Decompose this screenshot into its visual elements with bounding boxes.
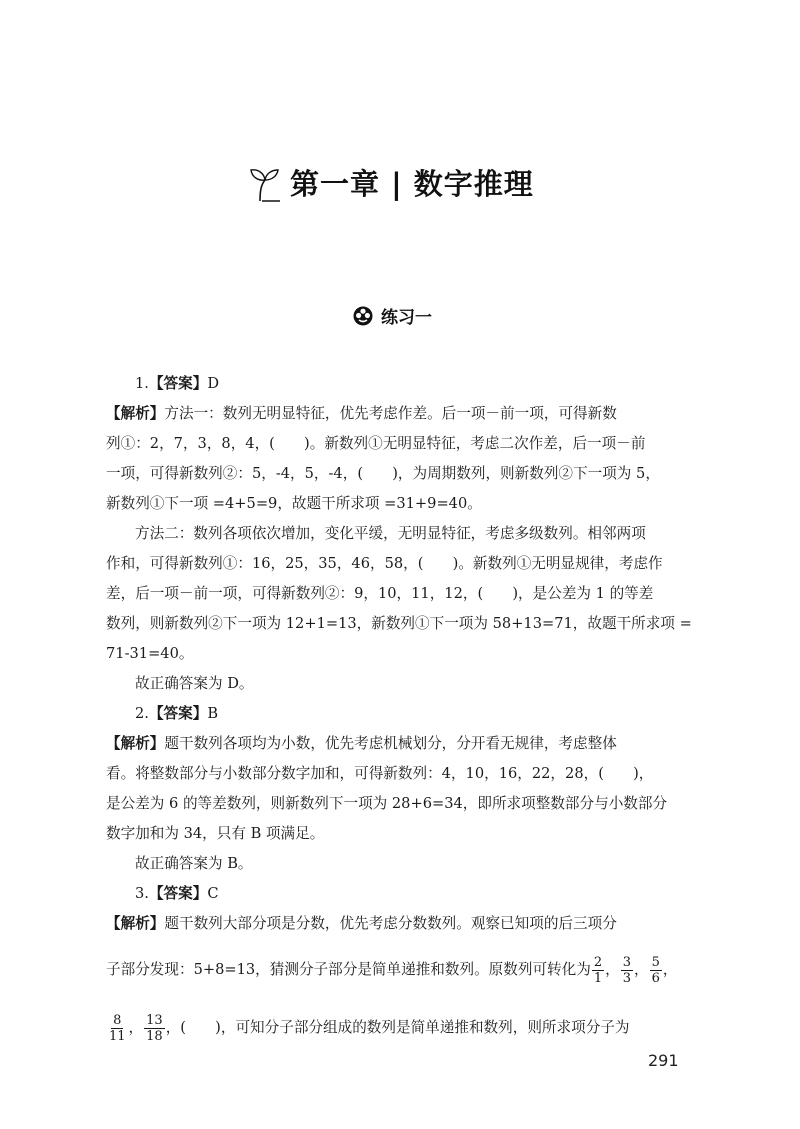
numerator: 2 [593,954,603,970]
numerator: 8 [113,1012,122,1028]
q2-conclusion: 故正确答案为 B。 [135,855,253,872]
q3-analysis-line [106,909,700,939]
page-number: 291 [648,1051,679,1070]
denominator: 3 [622,970,631,986]
text-line: 数字加和为 34，只有 B 项满足。 [106,825,325,842]
fraction [650,955,662,986]
q3-answer: C [207,885,219,902]
separator: ， [128,1019,144,1036]
q1-answer-line [106,369,700,399]
q3-fraction-line-2 [106,999,700,1057]
q3-fraction-line-1 [106,941,700,999]
text-line: 数列，则新数列②下一项为 12+1=13，新数列①下一项为 58+13=71，故题干所求项 = [106,615,692,632]
fraction [621,955,633,986]
q2-number: 2. [135,705,149,722]
text-line: 是公差为 6 的等差数列，则新数列下一项为 28+6=34，即所求项整数部分与小数部分 [106,795,668,812]
answer-label: 【答案】 [148,885,208,902]
text-line: 方法二：数列各项依次增加，变化平缓，无明显特征，考虑多级数列。相邻两项 [135,525,646,542]
analysis-label: 【解析】 [106,735,165,752]
q3-number: 3. [135,885,149,902]
text-line: ，( )，可知分子部分组成的数列是简单递推和数列，则所求项分子为 [165,1019,630,1036]
text-line: 新数列①下一项 =4+5=9，故题干所求项 =31+9=40。 [106,495,482,512]
section-heading [353,303,432,328]
numerator: 3 [622,954,631,970]
text-line: 题干数列各项均为小数，优先考虑机械划分，分开看无规律，考虑整体 [164,735,617,752]
q2-analysis-line [106,729,700,759]
text-line: 子部分发现：5+8=13，猜测分子部分是简单递推和数列。原数列可转化为 [106,961,591,978]
denominator: 6 [651,970,660,986]
separator: ， [605,961,620,978]
separator: ， [634,961,649,978]
separator: ， [662,961,678,978]
section-title: 练习一 [381,308,432,328]
text-line: 看。将整数部分与小数部分数字加和，可得新数列：4，10，16，22，28，( )， [106,765,654,782]
denominator: 18 [146,1028,163,1044]
fraction [592,955,604,986]
text-line: 方法一：数列无明显特征，优先考虑作差。后一项－前一项，可得新数 [164,405,617,422]
text-line: 列①：2，7，3，8，4，( )。新数列①无明显特征，考虑二次作差，后一项－前 [106,435,646,452]
q2-answer-line [106,699,700,729]
answer-label: 【答案】 [148,375,208,392]
analysis-label: 【解析】 [106,915,165,932]
denominator: 1 [593,970,603,986]
text-line: 题干数列大部分项是分数，优先考虑分数数列。观察已知项的后三项分 [164,915,617,932]
numerator: 5 [651,954,660,970]
chapter-title: 第一章 | 数字推理 [290,167,534,201]
q1-analysis-line [106,399,700,429]
denominator: 11 [109,1028,126,1044]
q1-answer: D [207,375,220,392]
fraction [144,1013,165,1044]
flower-icon [353,306,373,326]
analysis-label: 【解析】 [106,405,165,422]
text-line: 作和，可得新数列①：16，25，35，46，58，( )。新数列①无明显规律，考虑作 [106,555,663,572]
text-line: 一项，可得新数列②：5，-4，5，-4，( )，为周期数列，则新数列②下一项为 5， [106,465,660,482]
chapter-heading [246,162,534,203]
fraction [107,1013,128,1044]
text-line: 71-31=40。 [106,645,194,662]
numerator: 13 [146,1012,163,1028]
q1-number: 1. [135,375,149,392]
sprout-icon [246,163,286,203]
body-text [106,369,700,1057]
answer-label: 【答案】 [148,705,208,722]
q3-answer-line [106,879,700,909]
text-line: 差，后一项－前一项，可得新数列②：9，10，11，12，( )，是公差为 1 的等差 [106,585,654,602]
q1-conclusion: 故正确答案为 D。 [135,675,254,692]
q2-answer: B [207,705,219,722]
